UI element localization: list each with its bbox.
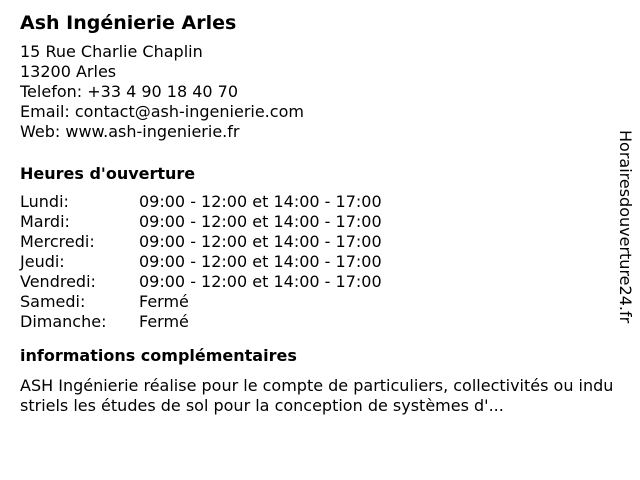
hours-row <box>20 272 620 292</box>
hours-time: 09:00 - 12:00 et 14:00 - 17:00 <box>139 252 382 271</box>
info-description: ASH Ingénierie réalise pour le compte de particuliers, collectivités ou industriels les études de sol pour la conception de systèmes d'... <box>20 376 614 415</box>
hours-time: 09:00 - 12:00 et 14:00 - 17:00 <box>139 192 382 211</box>
hours-table <box>20 192 620 332</box>
hours-day: Samedi: <box>20 292 86 311</box>
info-title: informations complémentaires <box>20 346 297 365</box>
phone-line[interactable]: Telefon: +33 4 90 18 40 70 <box>20 82 239 101</box>
hours-day: Vendredi: <box>20 272 96 291</box>
hours-time: 09:00 - 12:00 et 14:00 - 17:00 <box>139 232 382 251</box>
watermark <box>613 130 637 350</box>
hours-day: Dimanche: <box>20 312 107 331</box>
business-name: Ash Ingénierie Arles <box>20 12 237 34</box>
hours-row <box>20 212 620 232</box>
hours-row <box>20 252 620 272</box>
hours-row <box>20 232 620 252</box>
watermark-text: Horairesdouverture24.fr <box>616 130 635 324</box>
hours-time: 09:00 - 12:00 et 14:00 - 17:00 <box>139 272 382 291</box>
hours-row <box>20 312 620 332</box>
contact-block <box>20 42 620 142</box>
hours-day: Lundi: <box>20 192 69 211</box>
hours-title: Heures d'ouverture <box>20 164 196 183</box>
email-line[interactable]: Email: contact@ash-ingenierie.com <box>20 102 304 121</box>
hours-time: 09:00 - 12:00 et 14:00 - 17:00 <box>139 212 382 231</box>
hours-day: Mardi: <box>20 212 70 231</box>
web-line[interactable]: Web: www.ash-ingenierie.fr <box>20 122 240 141</box>
hours-row <box>20 192 620 212</box>
address-line-street: 15 Rue Charlie Chaplin <box>20 42 203 61</box>
hours-time: Fermé <box>139 312 189 331</box>
hours-day: Mercredi: <box>20 232 95 251</box>
hours-time: Fermé <box>139 292 189 311</box>
business-card <box>20 10 620 416</box>
hours-row <box>20 292 620 312</box>
hours-day: Jeudi: <box>20 252 65 271</box>
address-line-city: 13200 Arles <box>20 62 117 81</box>
